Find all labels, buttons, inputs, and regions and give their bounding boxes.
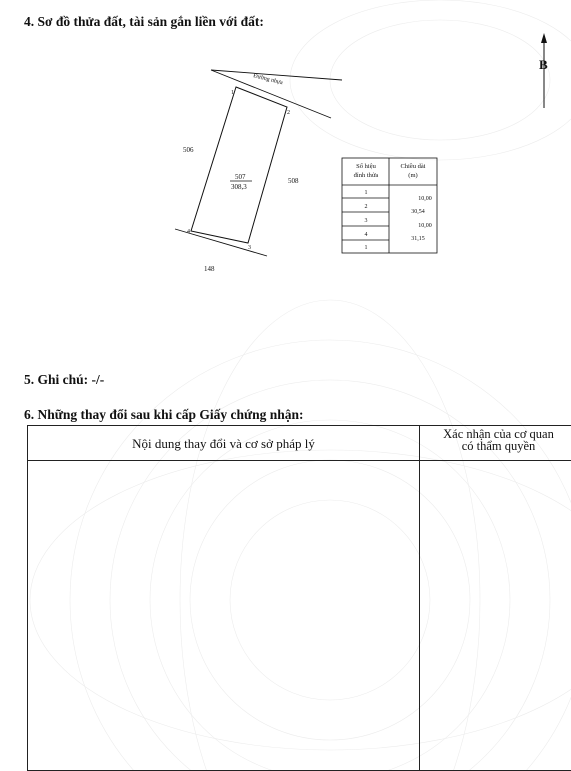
edge-table-vertex: 2 <box>364 204 368 210</box>
edge-table-length: 31,15 <box>411 236 425 242</box>
confirmation-header-line-1: Xác nhận của cơ quan <box>443 427 554 441</box>
parcel-area: 308,3 <box>231 183 247 191</box>
vertex-1-label: 1 <box>231 90 234 96</box>
edge-table-vertex: 1 <box>364 190 368 196</box>
road-label: Đường nhựa <box>252 73 284 87</box>
parcel-number: 507 <box>235 173 246 181</box>
edge-table-header-vertex-2: đỉnh thửa <box>353 172 379 179</box>
changes-table-header-confirmation <box>419 426 571 461</box>
edge-table-length: 30,54 <box>411 209 425 215</box>
neighbor-508-label: 508 <box>288 177 299 185</box>
changes-table-header-content: Nội dung thay đổi và cơ sở pháp lý <box>28 426 419 461</box>
section-4-title: 4. Sơ đồ thửa đất, tài sản gắn liền với đất: <box>24 14 264 29</box>
neighbor-506-label: 506 <box>183 146 194 154</box>
neighbor-148-label: 148 <box>204 265 215 273</box>
vertex-3-label: 3 <box>248 245 251 251</box>
edge-table-length: 10,00 <box>418 223 432 229</box>
section-6-title: 6. Những thay đổi sau khi cấp Giấy chứng nhận: <box>24 407 304 422</box>
section-5-title: 5. Ghi chú: -/- <box>24 372 105 387</box>
edge-table-header-length: Chiều dài <box>400 163 426 170</box>
edge-table-header-length-2: (m) <box>408 172 418 179</box>
edge-table-vertex: 3 <box>364 218 368 224</box>
edge-table-length: 10,00 <box>418 196 432 202</box>
changes-table-content-column <box>27 425 420 771</box>
edge-table-vertex: 1 <box>364 245 368 251</box>
edge-table-header-vertex: Số hiệu <box>356 163 376 170</box>
vertex-4-label: 4 <box>187 229 190 235</box>
changes-table-confirmation-column <box>419 425 571 771</box>
edge-table-vertex: 4 <box>364 232 368 238</box>
parcel-507-outline <box>191 87 287 243</box>
north-label: B <box>539 57 548 72</box>
confirmation-header-line-2: có thẩm quyền <box>461 439 536 453</box>
vertex-2-label: 2 <box>287 110 290 116</box>
